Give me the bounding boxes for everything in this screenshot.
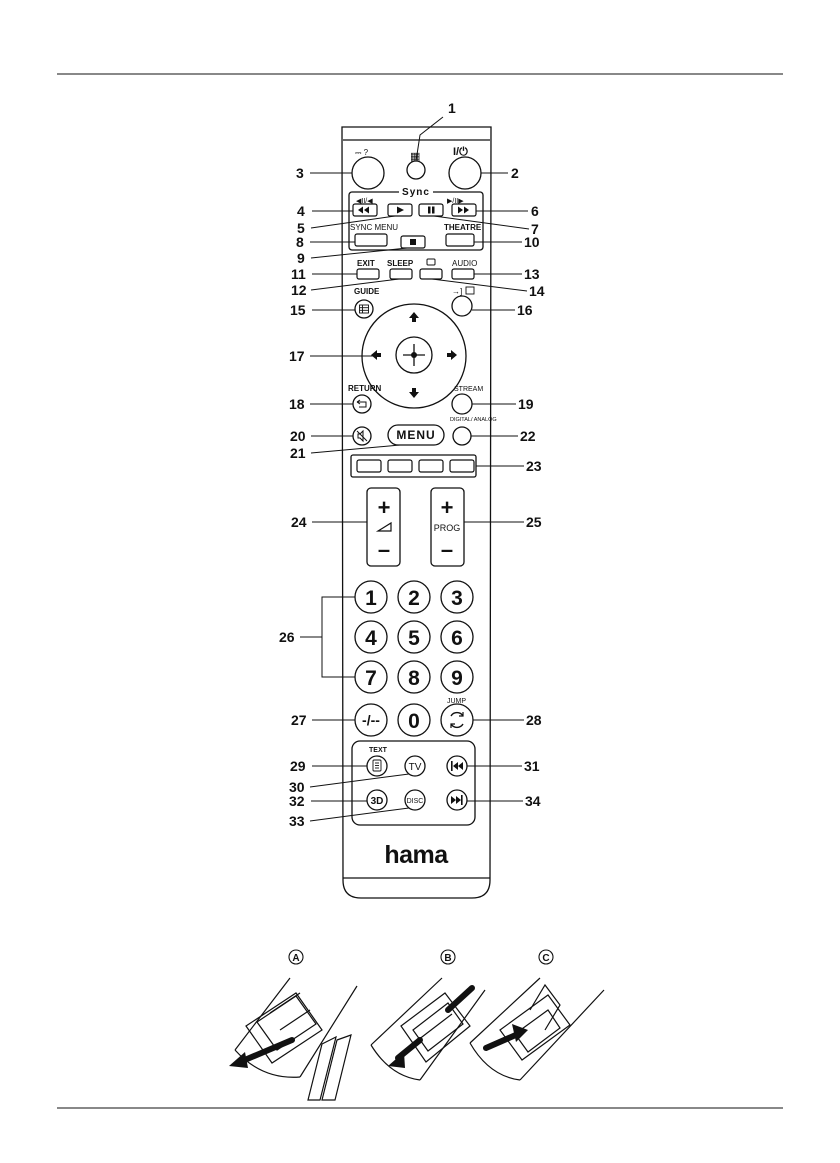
digit-0-button[interactable] <box>398 704 430 736</box>
svg-text:0: 0 <box>408 710 420 733</box>
theatre-button[interactable] <box>446 234 474 246</box>
3d-button[interactable] <box>367 790 387 810</box>
number-pad <box>355 581 473 736</box>
remote-body <box>342 127 491 898</box>
battery-illustration-c <box>470 978 604 1080</box>
program-rocker[interactable] <box>431 488 464 566</box>
callout-3: 3 <box>296 165 304 181</box>
play-icon <box>397 207 404 214</box>
arrow-up-icon[interactable] <box>409 312 419 322</box>
brand-logo: hama <box>384 841 448 869</box>
fwd-icon-label: ▶/II▶ <box>447 198 464 205</box>
callout-23: 23 <box>526 458 542 474</box>
callout-15: 15 <box>290 302 306 318</box>
sync-label: Sync <box>402 187 430 198</box>
stop-icon <box>410 239 416 245</box>
jump-label: JUMP <box>447 698 467 705</box>
color-key-green[interactable] <box>388 460 412 472</box>
subtitle-button[interactable] <box>420 269 442 279</box>
exit-button[interactable] <box>357 269 379 279</box>
theatre-label: THEATRE <box>444 223 482 232</box>
color-key-yellow[interactable] <box>419 460 443 472</box>
function-row <box>357 259 477 279</box>
sync-section <box>350 186 482 248</box>
menu-label: MENU <box>396 428 436 442</box>
exit-label: EXIT <box>357 259 375 268</box>
prog-plus: + <box>440 495 454 520</box>
disc-button[interactable] <box>405 790 425 810</box>
callout-20: 20 <box>290 428 306 444</box>
arrow-left-icon[interactable] <box>371 350 381 360</box>
callout-27: 27 <box>291 712 307 728</box>
callout-32: 32 <box>289 793 305 809</box>
arrow-c-icon <box>486 1034 518 1048</box>
svg-text:2: 2 <box>408 587 420 610</box>
callout-2: 2 <box>511 165 519 181</box>
next-icon <box>451 795 463 805</box>
text-icon <box>373 760 381 771</box>
top-row <box>352 145 481 189</box>
input-icon: →] <box>452 287 463 296</box>
color-key-blue[interactable] <box>450 460 474 472</box>
digit-6-button[interactable] <box>441 621 473 653</box>
callout-6: 6 <box>531 203 539 219</box>
battery-illustration-a <box>229 978 357 1100</box>
sync-menu-button[interactable] <box>355 234 387 246</box>
info-text-button[interactable] <box>352 157 384 189</box>
arrow-down-icon[interactable] <box>409 388 419 398</box>
tv-button[interactable] <box>405 756 425 776</box>
sleep-button[interactable] <box>390 269 412 279</box>
subtitle-icon <box>427 259 435 265</box>
rewind-icon <box>358 207 369 214</box>
top-left-icons: ⎓ ? <box>355 148 369 157</box>
digit-3-button[interactable] <box>441 581 473 613</box>
svg-text:8: 8 <box>408 667 420 690</box>
guide-icon <box>360 305 369 313</box>
callout-29: 29 <box>290 758 306 774</box>
volume-plus: + <box>377 495 391 520</box>
svg-text:1: 1 <box>365 587 377 610</box>
svg-text:5: 5 <box>408 627 420 650</box>
callout-19: 19 <box>518 396 534 412</box>
step-a-label: A <box>292 953 300 964</box>
media-buttons <box>367 747 467 810</box>
digit-1-button[interactable] <box>355 581 387 613</box>
power-button[interactable] <box>449 157 481 189</box>
tv-grid-icon: ▦ <box>410 151 421 163</box>
digit-2-button[interactable] <box>398 581 430 613</box>
ok-center-dot <box>411 352 417 358</box>
callout-30: 30 <box>289 779 305 795</box>
stream-label: STREAM <box>454 386 484 393</box>
volume-rocker[interactable] <box>367 488 400 566</box>
pause-button[interactable] <box>419 204 443 216</box>
digital-analog-button[interactable] <box>453 427 471 445</box>
volume-minus: – <box>377 537 391 562</box>
jump-button[interactable] <box>441 704 473 736</box>
digit-4-button[interactable] <box>355 621 387 653</box>
step-c-label: C <box>542 953 550 964</box>
input-button[interactable] <box>452 296 472 316</box>
callout-13: 13 <box>524 266 540 282</box>
pause-icon <box>428 207 435 214</box>
digital-analog-label: DIGITAL/ ANALOG <box>450 417 497 423</box>
mute-icon <box>357 431 367 441</box>
callout-7: 7 <box>531 221 539 237</box>
arrow-right-icon[interactable] <box>447 350 457 360</box>
digit-9-button[interactable] <box>441 661 473 693</box>
jump-icon <box>451 713 463 728</box>
callout-24: 24 <box>291 514 307 530</box>
callout-5: 5 <box>297 220 305 236</box>
callout-4: 4 <box>297 203 305 219</box>
arrow-b-top-icon <box>448 988 472 1010</box>
sync-menu-label: SYNC MENU <box>350 223 399 232</box>
color-key-panel <box>351 455 476 477</box>
svg-text:4: 4 <box>365 627 377 650</box>
digit-7-button[interactable] <box>355 661 387 693</box>
prog-label: PROG <box>433 523 461 533</box>
svg-text:9: 9 <box>451 667 463 690</box>
volume-icon <box>378 523 391 531</box>
digit-8-button[interactable] <box>398 661 430 693</box>
callout-10: 10 <box>524 234 540 250</box>
return-button[interactable] <box>353 395 371 413</box>
power-icon: I/⏻ <box>453 146 468 158</box>
text-label: TEXT <box>369 747 387 754</box>
svg-text:3: 3 <box>451 587 463 610</box>
svg-text:7: 7 <box>365 667 377 690</box>
callout-11: 11 <box>291 266 306 282</box>
callout-12: 12 <box>291 282 307 298</box>
callout-1: 1 <box>448 100 456 116</box>
color-keys <box>357 460 474 472</box>
svg-text:3D: 3D <box>370 796 384 807</box>
callout-26: 26 <box>279 629 295 645</box>
digit-5-button[interactable] <box>398 621 430 653</box>
callout-22: 22 <box>520 428 536 444</box>
svg-text:TV: TV <box>408 762 422 773</box>
callout-21: 21 <box>290 445 306 461</box>
callout-14: 14 <box>529 283 545 299</box>
guide-label: GUIDE <box>354 287 380 296</box>
svg-text:DISC: DISC <box>406 798 424 805</box>
previous-icon <box>451 761 463 771</box>
arrow-a-icon <box>240 1040 292 1062</box>
text-button[interactable] <box>367 756 387 776</box>
battery-illustration-b <box>371 978 485 1080</box>
return-icon <box>357 400 366 407</box>
step-b-label: B <box>444 953 452 964</box>
return-label: RETURN <box>348 384 382 393</box>
callout-9: 9 <box>297 250 305 266</box>
callout-17: 17 <box>289 348 305 364</box>
callout-28: 28 <box>526 712 542 728</box>
battery-step-labels <box>289 950 553 964</box>
dash-button[interactable] <box>355 704 387 736</box>
fast-forward-icon <box>458 207 469 214</box>
callout-8: 8 <box>296 234 304 250</box>
callout-16: 16 <box>517 302 533 318</box>
audio-button[interactable] <box>452 269 474 279</box>
callout-31: 31 <box>524 758 540 774</box>
svg-text:6: 6 <box>451 627 463 650</box>
callout-33: 33 <box>289 813 305 829</box>
audio-label: AUDIO <box>452 259 478 268</box>
guide-button[interactable] <box>355 300 373 318</box>
stream-button[interactable] <box>452 394 472 414</box>
callout-25: 25 <box>526 514 542 530</box>
tv-mode-button[interactable] <box>407 161 425 179</box>
callout-34: 34 <box>525 793 541 809</box>
rev-icon-label: ◀II/◀ <box>356 198 373 205</box>
sleep-label: SLEEP <box>387 259 414 268</box>
color-key-red[interactable] <box>357 460 381 472</box>
callout-18: 18 <box>289 396 305 412</box>
input-icon-box <box>466 287 474 294</box>
svg-text:-/--: -/-- <box>362 712 380 728</box>
prog-minus: – <box>440 537 454 562</box>
